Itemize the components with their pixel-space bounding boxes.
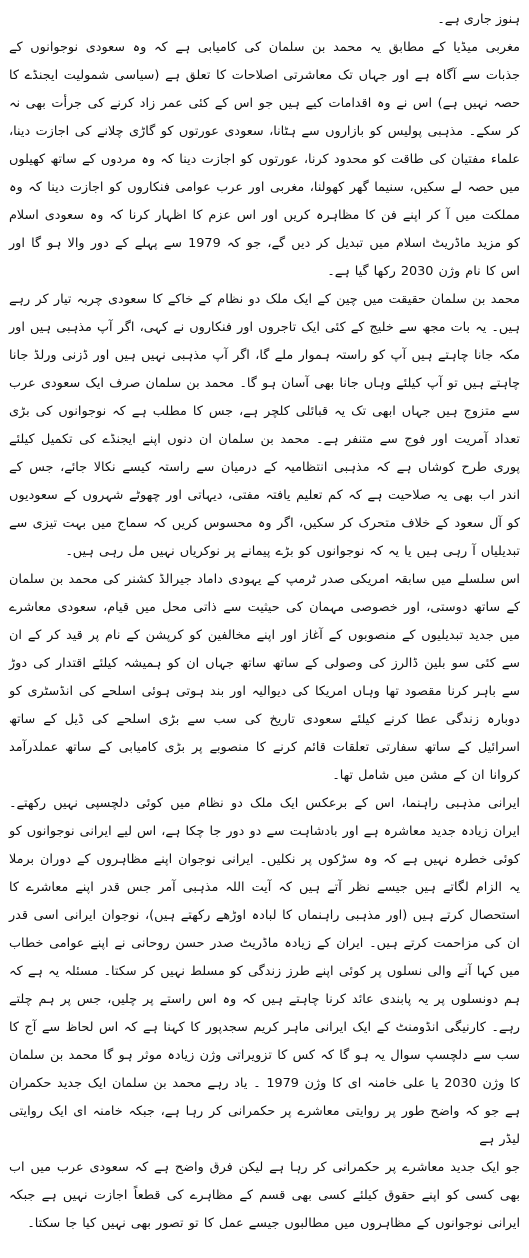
- paragraph-1: مغربی میڈیا کے مطابق یہ محمد بن سلمان کی کامیابی ہے کہ وہ سعودی نوجوانوں کے جذبات سے آگاہ ہے اور جہاں تک معاشرتی اصلاحات کا تعلق ہے (سیاسی شمولیت ایجنڈے کا حصہ نہیں ہے) اس نے وہ اقدامات کیے ہیں جو اس کے کئی عمر زاد کرنے کی جرأت بھی نہ کر سکے۔ مذہبی پولیس کو بازاروں سے ہٹانا، سعودی عورتوں کو گاڑی چلانے کی اجازت دینا، علماء مفتیان کی طاقت کو محدود کرنا، عورتوں کو اجازت دینا کہ وہ مردوں کے ساتھ کھیلوں میں حصہ لے سکیں، سنیما گھر کھولنا، مغربی اور عرب عوامی فنکاروں کو اجازت دینا کہ وہ مملکت میں آ کر اپنے فن کا مظاہرہ کریں اور اس عزم کا اظہار کرنا کہ وہ سعودی اسلام کو مزید ماڈریٹ اسلام میں تبدیل کر دیں گے، جو کہ 1979 سے پہلے کے دور والا ہو گا اور اس کا نام وژن 2030 رکھا گیا ہے۔: [9, 40, 520, 279]
- paragraph-3: اس سلسلے میں سابقہ امریکی صدر ٹرمپ کے یہودی داماد جیرالڈ کشنر کی محمد بن سلمان کے ساتھ دوستی، اور خصوصی مہمان کی حیثیت سے ذاتی محل میں قیام، سعودی معاشرے میں جدید تبدیلیوں کے منصوبوں کے آغاز اور اپنے مخالفین کو کرپشن کے نام پر قید کر کے ان سے کئی سو بلین ڈالرز کی وصولی کے ساتھ ساتھ جہاں ان کو ہمیشہ کیلئے اقتدار کی دوڑ سے باہر کرنا مقصود تھا وہاں امریکا کی دیوالیہ اور بند ہوتی ہوئی اسلحے کی انڈسٹری کو دوبارہ زندگی عطا کرنے کیلئے سعودی تاریخ کی سب سے بڑی اسلحے کی ڈیل کے ساتھ اسرائیل کے ساتھ سفارتی تعلقات قائم کرنے کا منصوبے پر بڑی کامیابی کے ساتھ عملدرآمد کروانا ان کے مشن میں شامل تھا۔: [9, 572, 520, 783]
- paragraph-4: ایرانی مذہبی راہنما، اس کے برعکس ایک ملک دو نظام میں کوئی دلچسپی نہیں رکھتے۔ ایران زیادہ جدید معاشرہ ہے اور بادشاہت سے دو دور جا چکا ہے، اس لیے ایرانی نوجوانوں کو کوئی خطرہ نہیں ہے کہ وہ سڑکوں پر نکلیں۔ ایرانی نوجوان اپنے مظاہروں کے دوران برملا یہ الزام لگاتے ہیں جیسے نظر آتے ہیں کہ آیت اللہ مذہبی آمر جس قدر اپنے معاشرے کا استحصال کرتے ہیں (اور مذہبی راہنماں کا لبادہ اوڑھے رکھتے ہیں)، نوجوان ایرانی اسی قدر ان کی مزاحمت کرتے ہیں۔ ایران کے زیادہ ماڈریٹ صدر حسن روحانی نے اپنے عوامی خطاب میں کہا آنے والی نسلوں پر کوئی اپنے طرز زندگی کو مسلط نہیں کر سکتا۔ مسئلہ یہ ہے کہ ہم دونسلوں پر یہ پابندی عائد کرنا چاہتے ہیں کہ وہ اس راستے پر چلیں، جس پر ہم چلتے رہے۔ کارنیگی انڈومنٹ کے ایک ایرانی ماہر کریم سجدپور کا کہنا ہے کہ اس لحاظ سے آج کا سب سے دلچسپ سوال یہ ہو گا کہ کس کا تزویراتی وژن زیادہ موثر ہو گا محمد بن سلمان کا وژن 2030 یا علی خامنہ ای کا وژن 1979 ۔ یاد رہے محمد بن سلمان ایک جدید حکمران ہے جو کہ واضح طور پر روایتی معاشرے پر حکمرانی کر رہا ہے، جبکہ خامنہ ای ایک روایتی لیڈر ہے: [9, 796, 520, 1147]
- paragraph-2: محمد بن سلمان حقیقت میں چین کے ایک ملک دو نظام کے خاکے کا سعودی چربہ تیار کر رہے ہیں۔ یہ بات مجھ سے خلیج کے کئی ایک تاجروں اور فنکاروں نے کہی، اگر آپ مذہبی ہیں اور مکہ جانا چاہتے ہیں آپ کو راستہ ہموار ملے گا، اگر آپ مذہبی نہیں ہیں اور ڈزنی ورلڈ جانا چاہتے ہیں تو آپ کیلئے وہاں جانا بھی آسان ہو گا۔ محمد بن سلمان صرف ایک سعودی عرب سے متزوج ہیں جہاں ابھی تک یہ قبائلی کلچر ہے، جس کا مطلب ہے کہ نوجوانوں کی بڑی تعداد آمریت اور فوج سے متنفر ہے۔ محمد بن سلمان ان دنوں اپنے ایجنڈے کی تکمیل کیلئے پوری طرح کوشاں ہے کہ مذہبی انتظامیہ کے درمیان سے راستہ کیسے نکالا جائے، جس کے اندر اب بھی یہ صلاحیت ہے کہ کم تعلیم یافتہ مفتی، دیہاتی اور چھوٹے شہروں کے سعودیوں کو آل سعود کے خلاف متحرک کر سکیں، اگر وہ محسوس کریں کہ سماج میں بہت تیزی سے تبدیلیاں آ رہی ہیں یا یہ کہ نوجوانوں کو بڑے پیمانے پر نوکریاں نہیں مل رہی ہیں۔: [9, 292, 520, 559]
- opening-line: ہنوز جاری ہے۔: [437, 12, 520, 27]
- paragraph-5: جو ایک جدید معاشرے پر حکمرانی کر رہا ہے لیکن فرق واضح ہے کہ سعودی عرب میں اب بھی کسی کو اپنے حقوق کیلئے کسی بھی قسم کے مظاہرے کی قطعاً اجازت نہیں ہے جبکہ ایرانی نوجوانوں کے مظاہروں میں مطالبوں جیسے عمل کا تو تصور بھی نہیں کیا جا سکتا۔: [9, 1160, 520, 1231]
